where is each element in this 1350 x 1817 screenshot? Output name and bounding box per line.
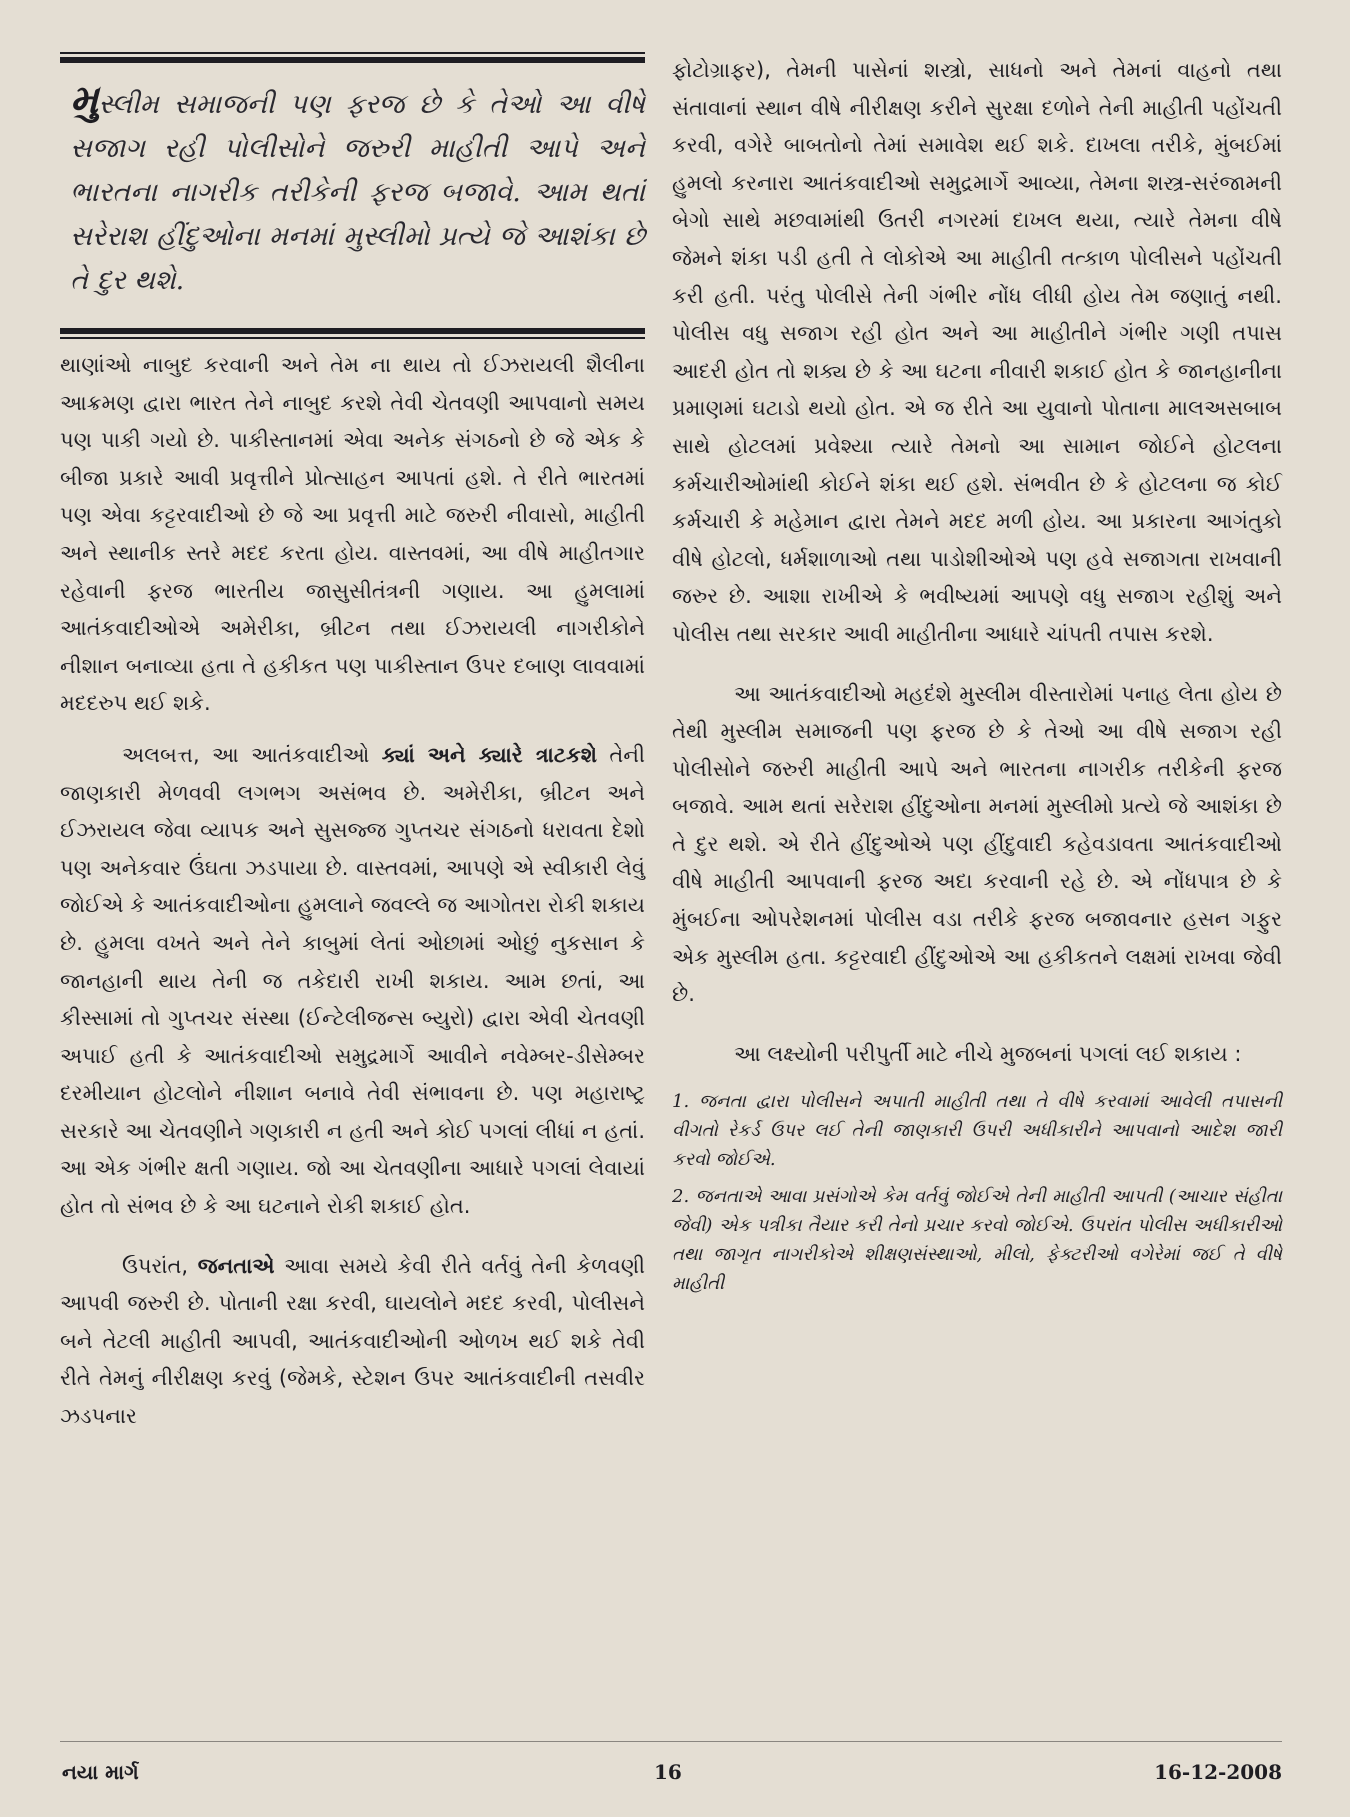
left-paragraph-1: થાણાંઓ નાબુદ કરવાની અને તેમ ના થાય તો ઈઝરાયલી શૈલીના આક્રમણ દ્વારા ભારત તેને નાબુદ કરશે તેવી ચેતવણી આપવાનો સમય પણ પાકી ગયો છે. પાકીસ્તાનમાં એવા અનેક સંગઠનો છે જે એક કે બીજા પ્રકારે આવી પ્રવૃત્તીને પ્રોત્સાહન આપતાં હશે. તે રીતે ભારતમાં પણ એવા કટ્ટરવાદીઓ છે જે આ પ્રવૃત્તી માટે જરુરી નીવાસો, માહીતી અને સ્થાનીક સ્તરે મદદ કરતા હોય. વાસ્તવમાં, આ વીષે માહીતગાર રહેવાની ફરજ ભારતીય જાસુસીતંત્રની ગણાય. આ હુમલામાં આતંકવાદીઓએ અમેરીકા, બ્રીટન તથા ઈઝરાયલી નાગરીકોને નીશાન બનાવ્યા હતા તે હકીકત પણ પાકીસ્તાન ઉપર દબાણ લાવવામાં મદદરુપ થઈ શકે. — [60, 353, 645, 716]
left-paragraph-2 — [60, 737, 645, 1226]
pull-quote — [70, 78, 645, 303]
left-paragraph-3-lead: ઉપરાંત, — [122, 1253, 198, 1278]
right-column — [672, 52, 1282, 1298]
pull-quote-text: સ્લીમ સમાજની પણ ફરજ છે કે તેઓ આ વીષે સજાગ રહી પોલીસોને જરુરી માહીતી આપે અને ભારતના નાગરીક તરીકેની ફરજ બજાવે. આમ થતાં સરેરાશ હીંદુઓના મનમાં મુસ્લીમો પ્રત્યે જે આશંકા છે તે દુર થશે. — [70, 89, 645, 296]
footer-date: 16-12-2008 — [1154, 1760, 1282, 1784]
left-column — [60, 347, 645, 1436]
pullquote-bottom-rule-thin — [60, 337, 645, 339]
action-point-2: 2. જનતાએ આવા પ્રસંગોએ કેમ વર્તવું જોઈએ તેની માહીતી આપતી (આચાર સંહીતા જેવી) એક પત્રીકા તૈયાર કરી તેનો પ્રચાર કરવો જોઈએ. ઉપરાંત પોલીસ અધીકારીઓ તથા જાગૃત નાગરીકોએ શીક્ષણસંસ્થાઓ, મીલો, ફેક્ટરીઓ વગેરેમાં જઈ તે વીષે માહીતી — [672, 1186, 1282, 1295]
pullquote-top-rule-thin — [60, 52, 645, 54]
footer-rule — [60, 1741, 1282, 1742]
footer-page-number: 16 — [654, 1760, 682, 1784]
footer-publication: નયા માર્ગ — [62, 1760, 139, 1784]
right-paragraph-2: આ આતંકવાદીઓ મહદંશે મુસ્લીમ વીસ્તારોમાં પનાહ લેતા હોય છે તેથી મુસ્લીમ સમાજની પણ ફરજ છે કે તેઓ આ વીષે સજાગ રહી પોલીસોને જરુરી માહીતી આપે અને ભારતના નાગરીક તરીકેની ફરજ બજાવે. આમ થતાં સરેરાશ હીંદુઓના મનમાં મુસ્લીમો પ્રત્યે જે આશંકા છે તે દુર થશે. એ રીતે હીંદુઓએ પણ હીંદુવાદી કહેવડાવતા આતંકવાદીઓ વીષે માહીતી આપવાની ફરજ અદા કરવાની રહે છે. એ નોંધપાત્ર છે કે મુંબઈના ઓપરેશનમાં પોલીસ વડા તરીકે ફરજ બજાવનાર હસન ગફુર એક મુસ્લીમ હતા. કટ્ટરવાદી હીંદુઓએ આ હકીકતને લક્ષમાં રાખવા જેવી છે. — [672, 681, 1282, 1007]
left-paragraph-2-lead: અલબત્ત, આ આતંકવાદીઓ — [122, 742, 382, 767]
pullquote-top-rule — [60, 57, 645, 63]
left-paragraph-3-bold: જનતાએ — [197, 1253, 275, 1278]
pull-quote-dropcap: મુ — [70, 76, 99, 123]
pullquote-bottom-rule — [60, 328, 645, 334]
left-paragraph-3-rest: આવા સમયે કેવી રીતે વર્તવું તેની કેળવણી આપવી જરુરી છે. પોતાની રક્ષા કરવી, ઘાયલોને મદદ કરવી, પોલીસને બને તેટલી માહીતી આપવી, આતંકવાદીઓની ઓળખ થઈ શકે તેવી રીતે તેમનું નીરીક્ષણ કરવું (જેમકે, સ્ટેશન ઉપર આતંકવાદીની તસવીર ઝડપનાર — [60, 1253, 646, 1429]
left-paragraph-2-bold: ક્યાં અને ક્યારે ત્રાટકશે — [381, 742, 597, 767]
right-paragraph-1: ફોટોગ્રાફર), તેમની પાસેનાં શસ્ત્રો, સાધનો અને તેમનાં વાહનો તથા સંતાવાનાં સ્થાન વીષે નીરીક્ષણ કરીને સુરક્ષા દળોને તેની માહીતી પહોંચતી કરવી, વગેરે બાબતોનો તેમાં સમાવેશ થઈ શકે. દાખલા તરીકે, મુંબઈમાં હુમલો કરનારા આતંકવાદીઓ સમુદ્રમાર્ગે આવ્યા, તેમના શસ્ત્ર-સરંજામની બેગો સાથે મછવામાંથી ઉતરી નગરમાં દાખલ થયા, ત્યારે તેમના વીષે જેમને શંકા પડી હતી તે લોકોએ આ માહીતી તત્કાળ પોલીસને પહોંચતી કરી હતી. પરંતુ પોલીસે તેની ગંભીર નોંધ લીધી હોય તેમ જણાતું નથી. પોલીસ વધુ સજાગ રહી હોત અને આ માહીતીને ગંભીર ગણી તપાસ આદરી હોત તો શક્ય છે કે આ ઘટના નીવારી શકાઈ હોત કે જાનહાનીના પ્રમાણમાં ઘટાડો થયો હોત. એ જ રીતે આ યુવાનો પોતાના માલઅસબાબ સાથે હોટલમાં પ્રવેશ્યા ત્યારે તેમનો આ સામાન જોઈને હોટલના કર્મચારીઓમાંથી કોઈને શંકા થઈ હશે. સંભવીત છે કે હોટલના જ કોઈ કર્મચારી કે મહેમાન દ્વારા તેમને મદદ મળી હોય. આ પ્રકારના આગંતુકો વીષે હોટલો, ધર્મશાળાઓ તથા પાડોશીઓએ પણ હવે સજાગતા રાખવાની જરુર છે. આશા રાખીએ કે ભવીષ્યમાં આપણે વધુ સજાગ રહીશું અને પોલીસ તથા સરકાર આવી માહીતીના આધારે ચાંપતી તપાસ કરશે. — [672, 58, 1282, 646]
action-point-1: 1. જનતા દ્વારા પોલીસને અપાતી માહીતી તથા તે વીષે કરવામાં આવેલી તપાસની વીગતો રેકર્ડ ઉપર લઈ તેની જાણકારી ઉપરી અધીકારીને આપવાનો આદેશ જારી કરવો જોઈએ. — [672, 1091, 1282, 1171]
left-paragraph-3 — [60, 1248, 645, 1436]
right-paragraph-3: આ લક્ષ્યોની પરીપુર્તી માટે નીચે મુજબનાં પગલાં લઈ શકાય : — [734, 1041, 1242, 1066]
left-paragraph-2-rest: તેની જાણકારી મેળવવી લગભગ અસંભવ છે. અમેરીકા, બ્રીટન અને ઈઝરાયલ જેવા વ્યાપક અને સુસજ્જ ગુપ્તચર સંગઠનો ધરાવતા દેશો પણ અનેકવાર ઉંઘતા ઝડપાયા છે. વાસ્તવમાં, આપણે એ સ્વીકારી લેવું જોઈએ કે આતંકવાદીઓના હુમલાને જવલ્લે જ આગોતરા રોકી શકાય છે. હુમલા વખતે અને તેને કાબુમાં લેતાં ઓછામાં ઓછું નુકસાન કે જાનહાની થાય તેની જ તકેદારી રાખી શકાય. આમ છતાં, આ કીસ્સામાં તો ગુપ્તચર સંસ્થા (ઈન્ટેલીજન્સ બ્યુરો) દ્વારા એવી ચેતવણી અપાઈ હતી કે આતંકવાદીઓ સમુદ્રમાર્ગે આવીને નવેમ્બર-ડીસેમ્બર દરમીયાન હોટલોને નીશાન બનાવે તેવી સંભાવના છે. પણ મહારાષ્ટ્ર સરકારે આ ચેતવણીને ગણકારી ન હતી અને કોઈ પગલાં લીધાં ન હતાં. આ એક ગંભીર ક્ષતી ગણાય. જો આ ચેતવણીના આધારે પગલાં લેવાયાં હોત તો સંભવ છે કે આ ઘટનાને રોકી શકાઈ હોત. — [60, 742, 645, 1219]
